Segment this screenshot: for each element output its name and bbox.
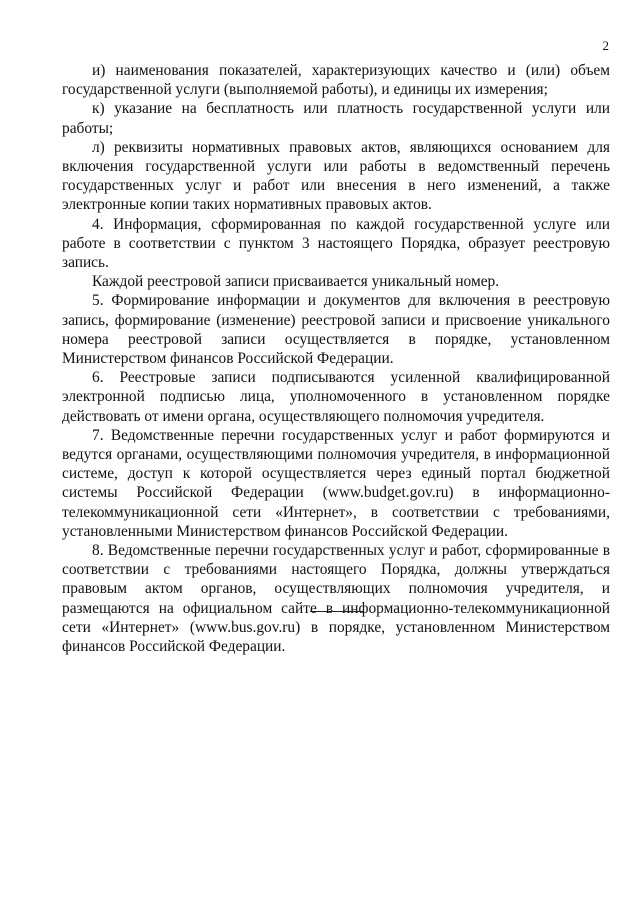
end-separator-line	[310, 611, 363, 612]
paragraph-6: 6. Реестровые записи подписываются усиленной квалифицированной электронной подписью лица, уполномоченного в установленном порядке действовать от имени органа, осуществляющего полномочия учредителя.	[62, 369, 610, 425]
paragraph-8: 8. Ведомственные перечни государственных услуг и работ, сформированные в соответствии с требованиями настоящего Порядка, должны утверждаться правовым актом органов, осуществляющих полномочия учредителя, и размещаются на официальном сайте в информационно-телекоммуникационной сети «Интернет» (www.bus.gov.ru) в порядке, установленном Министерством финансов Российской Федерации.	[62, 542, 610, 656]
paragraph-item-l: л) реквизиты нормативных правовых актов, являющихся основанием для включения государственной услуги или работы в ведомственный перечень государственных услуг и работ или внесения в него изменений, а также электронные копии таких нормативных правовых актов.	[62, 138, 610, 214]
page-number: 2	[602, 38, 609, 53]
paragraph-5: 5. Формирование информации и документов для включения в реестровую запись, формирование (изменение) реестровой записи и присвоение уникального номера реестровой записи осуществляется в порядке, установленном Министерством финансов Российской Федерации.	[62, 292, 610, 368]
document-body	[62, 61, 610, 656]
paragraph-4: 4. Информация, сформированная по каждой государственной услуге или работе в соответствии с пунктом 3 настоящего Порядка, образует реестровую запись.	[62, 215, 610, 272]
paragraph-item-i: и) наименования показателей, характеризующих качество и (или) объем государственной услуги (выполняемой работы), и единицы их измерения;	[62, 62, 610, 99]
paragraph-item-k: к) указание на бесплатность или платность государственной услуги или работы;	[62, 100, 610, 137]
paragraph-7: 7. Ведомственные перечни государственных услуг и работ формируются и ведутся органами, осуществляющими полномочия учредителя, в информационной системе, доступ к которой осуществляется через единый портал бюджетной системы Российской Федерации (www.budget.gov.ru) в информационно-телекоммуникационной сети «Интернет», в соответствии с требованиями, установленными Министерством финансов Российской Федерации.	[62, 426, 610, 540]
paragraph-4-note: Каждой реестровой записи присваивается уникальный номер.	[92, 273, 500, 291]
